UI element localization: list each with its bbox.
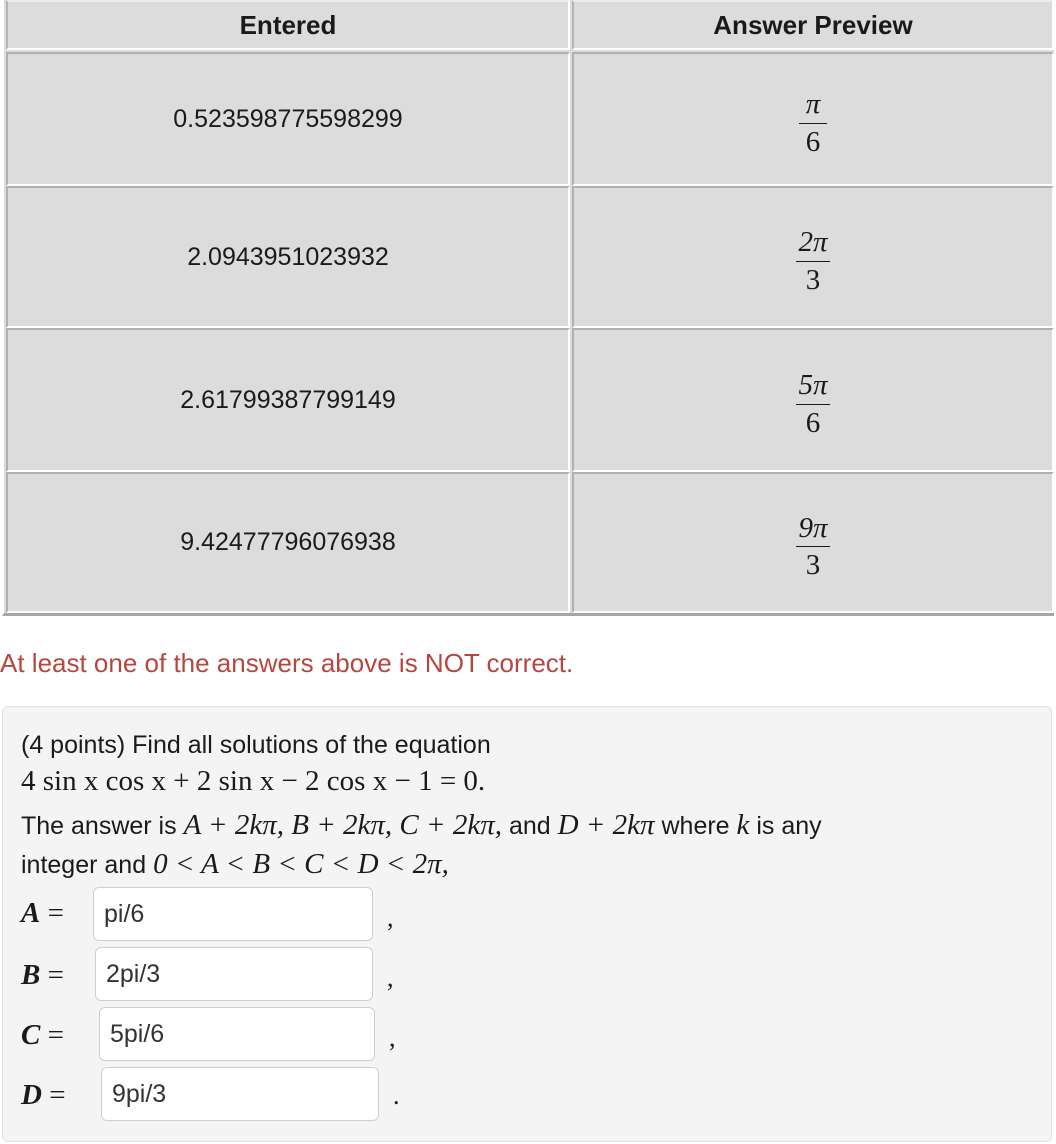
var-c: C [21, 1019, 41, 1051]
entered-value: 2.0943951023932 [6, 186, 570, 328]
table-row [4, 328, 1054, 472]
fraction-numerator: 9π [796, 513, 829, 547]
table-row [4, 472, 1054, 613]
answer-forms: A + 2kπ, B + 2kπ, C + 2kπ, [183, 809, 502, 841]
var-a: A [21, 897, 41, 929]
equals-sign: = [49, 1079, 66, 1111]
equals-sign: = [47, 1019, 64, 1051]
equation: 4 sin x cos x + 2 sin x − 2 cos x − 1 = 0. [21, 765, 486, 797]
problem-constraint [21, 848, 449, 881]
header-answer-preview: Answer Preview [572, 0, 1054, 50]
fraction-denominator: 3 [805, 549, 821, 581]
period: . [393, 1081, 400, 1110]
answer-preview [572, 328, 1054, 472]
table-row [4, 52, 1054, 186]
preview-fraction [796, 227, 829, 295]
preview-fraction [796, 370, 829, 438]
equals-sign: = [47, 897, 64, 929]
is-any-text: is any [756, 812, 822, 840]
label-a [21, 897, 64, 930]
entered-value: 0.523598775598299 [6, 52, 570, 186]
constraint: 0 < A < B < C < D < 2π, [153, 848, 449, 880]
last-form: D + 2kπ [557, 809, 655, 841]
answer-input-c[interactable]: 5pi/6 [99, 1007, 375, 1061]
problem-equation [21, 765, 485, 798]
results-table [2, 0, 1054, 616]
label-b [21, 959, 64, 992]
fraction-denominator: 6 [805, 406, 821, 439]
integer-and-text: integer and [21, 851, 147, 879]
k-variable: k [736, 809, 750, 841]
answer-preview [572, 472, 1054, 613]
table-row [4, 186, 1054, 328]
problem-answer-form [21, 809, 822, 842]
fraction-numerator: 2π [796, 227, 829, 261]
preview-fraction [796, 513, 829, 581]
preview-fraction [799, 89, 827, 157]
header-entered: Entered [6, 0, 570, 50]
entered-value: 2.61799387799149 [6, 328, 570, 472]
problem-intro: (4 points) Find all solutions of the equation [21, 731, 491, 759]
var-b: B [21, 959, 41, 991]
feedback-message: At least one of the answers above is NOT correct. [0, 648, 574, 678]
problem-panel [2, 706, 1052, 1142]
comma: , [387, 963, 394, 992]
var-d: D [21, 1079, 42, 1111]
comma: , [387, 903, 394, 932]
label-c [21, 1019, 64, 1052]
answer-prefix: The answer is [21, 812, 177, 840]
answer-preview [572, 186, 1054, 328]
and-text: and [508, 812, 551, 840]
table-header [4, 0, 1054, 52]
fraction-denominator: 3 [805, 263, 821, 296]
answer-input-a[interactable]: pi/6 [93, 887, 373, 941]
answer-input-b[interactable]: 2pi/3 [95, 947, 373, 1001]
where-text: where [661, 812, 730, 840]
comma: , [389, 1023, 396, 1052]
fraction-numerator: π [799, 89, 827, 123]
entered-value: 9.42477796076938 [6, 472, 570, 613]
fraction-numerator: 5π [796, 370, 829, 404]
label-d [21, 1079, 66, 1112]
answer-preview [572, 52, 1054, 186]
answer-input-d[interactable]: 9pi/3 [101, 1067, 379, 1121]
equals-sign: = [47, 959, 64, 991]
fraction-denominator: 6 [805, 125, 821, 158]
